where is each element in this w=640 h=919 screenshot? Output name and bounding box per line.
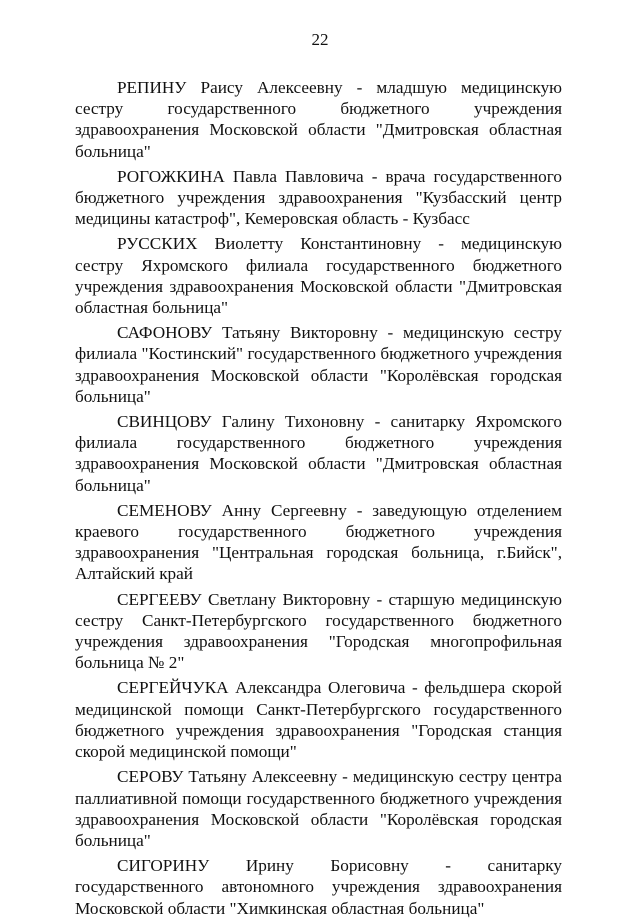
list-item: СИГОРИНУ Ирину Борисовну - санитарку государственного автономного учреждения здравоохранения Московской области "Химкинская областная больница"	[75, 856, 562, 918]
list-item: САФОНОВУ Татьяну Викторовну - медицинскую сестру филиала "Костинский" государственного бюджетного учреждения здравоохранения Московской области "Королёвская городская больница"	[75, 323, 562, 406]
list-item: СЕРОВУ Татьяну Алексеевну - медицинскую сестру центра паллиативной помощи государственного бюджетного учреждения здравоохранения Московской области "Королёвская городская больница"	[75, 767, 562, 850]
list-item: СЕРГЕЕВУ Светлану Викторовну - старшую медицинскую сестру Санкт-Петербургского государственного бюджетного учреждения здравоохранения "Городская многопрофильная больница № 2"	[75, 589, 562, 673]
award-list	[75, 77, 562, 919]
list-item: РОГОЖКИНА Павла Павловича - врача государственного бюджетного учреждения здравоохранения "Кузбасский центр медицины катастроф", Кемеровская область - Кузбасс	[75, 166, 562, 229]
page-number: 22	[311, 30, 329, 49]
list-item: РЕПИНУ Раису Алексеевну - младшую медицинскую сестру государственного бюджетного учреждения здравоохранения Московской области "Дмитровская областная больница"	[75, 78, 562, 161]
list-item: РУССКИХ Виолетту Константиновну - медицинскую сестру Яхромского филиала государственного бюджетного учреждения здравоохранения Московской области "Дмитровская областная больница"	[75, 234, 562, 318]
list-item: СЕРГЕЙЧУКА Александра Олеговича - фельдшера скорой медицинской помощи Санкт-Петербургского государственного бюджетного учреждения здравоохранения "Городская станция скорой медицинской помощи"	[75, 678, 562, 762]
list-item: СЕМЕНОВУ Анну Сергеевну - заведующую отделением краевого государственного бюджетного учреждения здравоохранения "Центральная городская больница, г.Бийск", Алтайский край	[75, 500, 562, 584]
list-item: СВИНЦОВУ Галину Тихоновну - санитарку Яхромского филиала государственного бюджетного учреждения здравоохранения Московской области "Дмитровская областная больница"	[75, 412, 562, 495]
